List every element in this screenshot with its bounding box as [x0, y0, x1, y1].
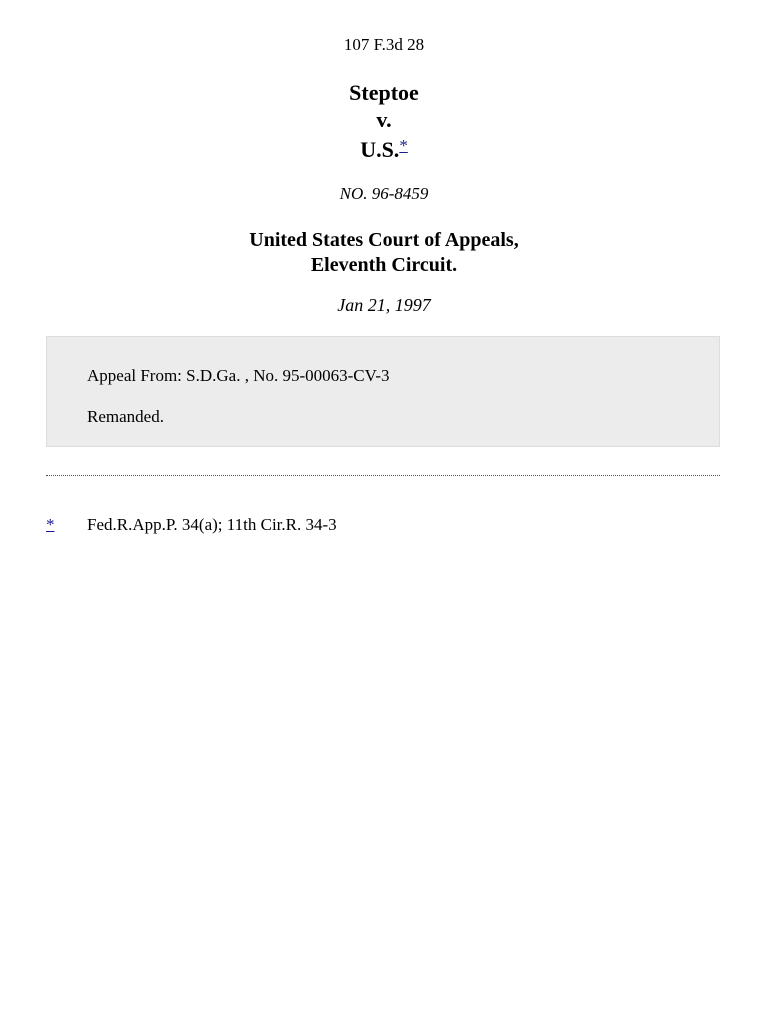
opinion-box — [46, 336, 720, 447]
citation: 107 F.3d 28 — [343, 35, 425, 54]
party-defendant: U.S. — [360, 137, 400, 162]
footnote-text: Fed.R.App.P. 34(a); 11th Cir.R. 34-3 — [87, 515, 337, 534]
footnote-mark-link[interactable]: * — [46, 515, 55, 534]
party-defendant-line — [0, 133, 768, 164]
court-name — [0, 228, 768, 277]
appeal-from-text: Appeal From: S.D.Ga. , No. 95-00063-CV-3 — [87, 366, 390, 385]
case-title — [0, 80, 768, 164]
party-plaintiff: Steptoe — [349, 80, 419, 105]
court-name-line1: United States Court of Appeals, — [249, 229, 519, 251]
footnote-divider — [46, 475, 720, 476]
docket-number: NO. 96-8459 — [339, 184, 429, 203]
court-name-line2: Eleventh Circuit. — [310, 253, 458, 276]
footnote-ref-link[interactable]: * — [399, 136, 408, 155]
versus-label: v. — [376, 106, 392, 132]
decision-date: Jan 21, 1997 — [337, 295, 431, 315]
disposition-text: Remanded. — [87, 407, 164, 426]
